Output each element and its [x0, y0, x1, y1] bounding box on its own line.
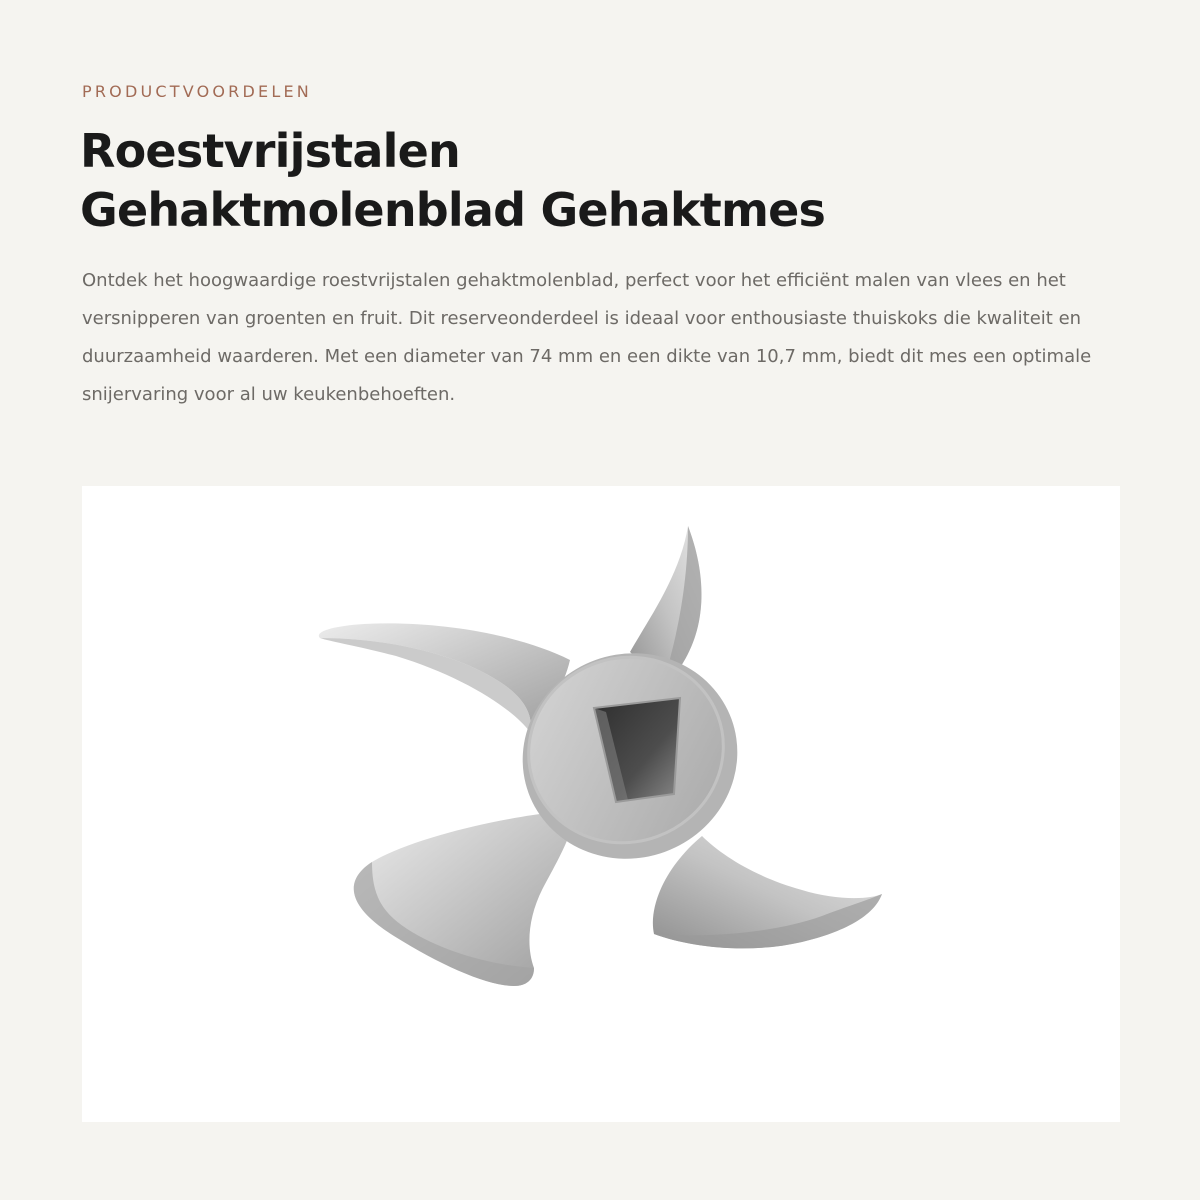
meat-grinder-blade-icon — [82, 486, 1120, 1122]
product-title-line-1: Roestvrijstalen — [80, 124, 460, 178]
product-description: Ontdek het hoogwaardige roestvrijstalen gehaktmolenblad, perfect voor het efficiënt malen van vlees en het versnipperen van groenten en fruit. Dit reserveonderdeel is ideaal voor enthousiaste thuiskoks die kwaliteit en duurzaamheid waarderen. Met een diameter van 74 mm en een dikte van 10,7 mm, biedt dit mes een optimale snijervaring voor al uw keukenbehoeften. — [82, 270, 1092, 405]
product-image-card — [82, 486, 1120, 1122]
product-title — [80, 122, 1140, 240]
product-title-line-2: Gehaktmolenblad Gehaktmes — [80, 183, 826, 237]
section-eyebrow: PRODUCTVOORDELEN — [82, 82, 312, 101]
